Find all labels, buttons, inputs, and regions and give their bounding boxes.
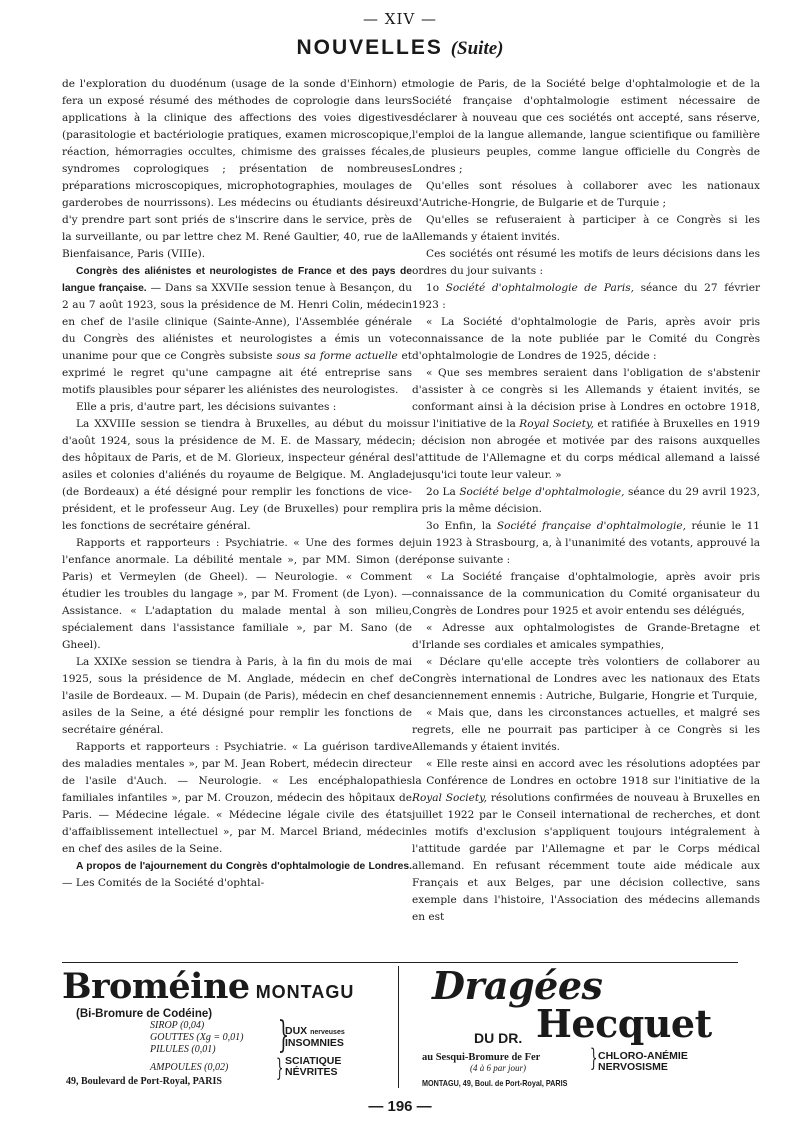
montagu-label: MONTAGU	[255, 982, 355, 1002]
brace-icon: }	[275, 1054, 284, 1082]
paragraph: « La Société d'ophtalmologie de Paris, après avoir pris connaissance de la note publiée par le Comité du Congrès d'ophtalmologie de Londres de 1925, décide :	[412, 316, 760, 362]
paragraph: « Déclare qu'elle accepte très volontiers de collaborer au Congrès international de Londres avec les nationaux des Etats anciennement ennemis : Autriche, Bulgarie, Hongrie et Turquie,	[412, 656, 760, 702]
paragraph: 1o Société d'ophtalmologie de Paris, séance du 27 février 1923 :	[412, 282, 760, 311]
section-heading: Congrès des aliénistes et neurologistes de France et des pays de langue française.	[62, 266, 412, 294]
bromeine-address: 49, Boulevard de Port-Royal, PARIS	[66, 1076, 222, 1087]
paragraph: « Elle reste ainsi en accord avec les résolutions adoptées par la Conférence de Londres en octobre 1918 sur l'initiative de la Royal Society, résolutions confirmées de nouveau à Bruxelles en juillet 1922 par le Conseil international de recherches, et dont les motifs d'exclusion s'appliquent toujours intégralement à l'attitude gardée par l'Allemagne et par le Corps médical allemand. En refusant récemment toute aide médicale aux Français et aux Belges, par une décision collective, sans exemple dans l'histoire, l'Association des médecins allemands en est	[412, 758, 760, 923]
dragees-brand: Dragées	[432, 963, 603, 1008]
paragraph: Elle a pris, d'autre part, les décisions suivantes :	[76, 401, 337, 413]
page-title	[0, 36, 800, 60]
advert-dragees-hecquet	[410, 963, 740, 1088]
paragraph: A propos de l'ajournement du Congrès d'ophtalmologie de Londres. — Les Comités de la Société d'ophtal-	[62, 861, 412, 889]
paragraph: Rapports et rapporteurs : Psychiatrie. « La guérison tardive des maladies mentales », par M. Jean Robert, médecin directeur de l'asile d'Auch. — Neurologie. « Les encéphalopathies familiales infantiles », par M. Crouzon, médecin des hôpitaux de Paris. — Médecine légale. « Médecine légale civile des états d'affaiblissement intellectuel », par M. Marcel Briand, médecin en chef des asiles de la Seine.	[62, 741, 412, 855]
paragraph: La XXVIIIe session se tiendra à Bruxelles, au début du mois d'août 1924, sous la présidence de M. E. de Massary, médecin des hôpitaux de Paris, et de M. Glorieux, inspecteur général des asiles et colonies d'aliénés du royaume de Belgique. M. Anglade (de Bordeaux) a été désigné pour remplir les fonctions de vice-président, et le professeur Aug. Ley (de Bruxelles) pour remplir les fonctions de secrétaire général.	[62, 418, 412, 532]
advert-bromeine	[62, 966, 392, 1087]
brace-icon: }	[589, 1044, 598, 1072]
title-main: NOUVELLES	[296, 36, 443, 59]
bromeine-indication-1: DUX nerveuses INSOMNIES	[285, 1025, 345, 1049]
section-heading: A propos de l'ajournement du Congrès d'ophtalmologie de Londres.	[76, 861, 412, 872]
paragraph: « Que ses membres seraient dans l'obligation de s'abstenir d'assister à ce congrès si les Allemands y étaient invités, se conformant ainsi à la décision prise à Londres en octobre 1918, sur l'initiative de la Royal Society, et ratifiée à Bruxelles en 1919 ; décision non abrogée et motivée par des raisons auxquelles l'attitude de l'Allemagne et du corps médical allemand a laissé jusqu'ici toute leur valeur. »	[412, 367, 760, 481]
roman-page-number: — XIV —	[363, 10, 437, 28]
paragraph: Congrès des aliénistes et neurologistes de France et des pays de langue française. — Dans sa XXVIIe session tenue à Besançon, du 2 au 7 août 1923, sous la présidence de M. Henri Colin, médecin en chef de l'asile clinique (Sainte-Anne), l'Assemblée générale du Congrès des aliénistes et neurologistes a émis un vote unanime pour que ce Congrès subsiste sous sa forme actuelle et exprimé le regret qu'une campagne ait été entreprise sans motifs plausibles pour séparer les aliénistes des neurologistes.	[62, 266, 413, 396]
hecquet-address: MONTAGU, 49, Boul. de Port-Royal, PARIS	[422, 1078, 568, 1088]
paragraph: « Adresse aux ophtalmologistes de Grande-Bretagne et d'Irlande ses cordiales et amicales sympathies,	[412, 622, 760, 651]
paragraph: 2o La Société belge d'ophtalmologie, séance du 29 avril 1923, a pris la même décision.	[412, 486, 760, 515]
paragraph: de l'exploration du duodénum (usage de la sonde d'Einhorn) et fera un exposé résumé des méthodes de coprologie dans leurs applications à la clinique des affections des voies digestives (parasitologie et bactériologie pratiques, examen microscopique, réaction, hémorragies occultes, chimisme des graisses fécales, syndromes coprologiques ; présentation de nombreuses préparations microscopiques, microphotographies, moulages de garderobes de nourrissons). Les médecins ou étudiants désireux d'y prendre part sont priés de s'inscrire dans le service, près de la surveillante, ou par lettre chez M. René Gaultier, 40, rue de la Bienfaisance, Paris (VIIIe).	[62, 78, 412, 260]
bromeine-forms: SIROP (0,04) GOUTTES (Xg = 0,01) PILULES (0,01) AMPOULES (0,02)	[150, 1020, 244, 1073]
paragraph: « Mais que, dans les circonstances actuelles, et malgré ses regrets, elle ne pourrait pas participer à ce Congrès si les Allemands y étaient invités.	[412, 707, 760, 753]
bromeine-indication-2: SCIATIQUE NÉVRITES	[285, 1055, 342, 1078]
paragraph: Qu'elles sont résolues à collaborer avec les nationaux d'Autriche-Hongrie, de Bulgarie et de Turquie ;	[412, 180, 760, 209]
paragraph: La XXIXe session se tiendra à Paris, à la fin du mois de mai 1925, sous la présidence de M. Anglade, médecin en chef de l'asile de Bordeaux. — M. Dupain (de Paris), médecin en chef des asiles de la Seine, a été désigné pour remplir les fonctions de secrétaire général.	[62, 656, 412, 736]
hecquet-composition: au Sesqui-Bromure de Fer (4 à 6 par jour)	[422, 1052, 541, 1073]
page-number: — 196 —	[368, 1098, 432, 1115]
du-dr-label: DU DR.	[474, 1030, 523, 1046]
advert-top-rule	[62, 962, 738, 963]
hecquet-dose: (4 à 6 par jour)	[470, 1063, 526, 1073]
right-column	[412, 76, 760, 926]
hecquet-name: Hecquet	[536, 1001, 712, 1046]
left-column	[62, 76, 412, 892]
paragraph: Rapports et rapporteurs : Psychiatrie. « Une des formes de l'enfance anormale. La débilité mentale », par MM. Simon (de Paris) et Vermeylen (de Gheel). — Neurologie. « Comment étudier les troubles du langage », par M. Froment (de Lyon). — Assistance. « L'adaptation du malade mental à son milieu, spécialement dans l'assistance familiale », par M. Sano (de Gheel).	[62, 537, 412, 651]
paragraph: mologie de Paris, de la Société belge d'ophtalmologie et de la Société française d'ophtalmologie estiment nécessaire de déclarer à nouveau que ces sociétés ont accepté, sans réserve, l'emploi de la langue allemande, langue scientifique ou familière de plusieurs peuples, comme langue officielle du Congrès de Londres ;	[412, 78, 760, 175]
paragraph: 3o Enfin, la Société française d'ophtalmologie, réunie le 11 juin 1923 à Strasbourg, a, à l'unanimité des votants, approuvé la réponse suivante :	[412, 520, 761, 566]
bromeine-subtitle: (Bi-Bromure de Codéine)	[76, 1008, 213, 1020]
title-suite: (Suite)	[450, 38, 504, 59]
brace-icon: }	[277, 1015, 290, 1056]
advert-divider	[398, 966, 399, 1088]
paragraph: « La Société française d'ophtalmologie, après avoir pris connaissance de la communication du Comité organisateur du Congrès de Londres pour 1925 et avoir entendu ses délégués,	[412, 571, 760, 617]
bromeine-brand: Broméine	[62, 966, 250, 1007]
paragraph: Ces sociétés ont résumé les motifs de leurs décisions dans les ordres du jour suivants :	[412, 248, 760, 277]
hecquet-indications: CHLORO-ANÉMIE NERVOSISME	[598, 1050, 688, 1073]
paragraph: Qu'elles se refuseraient à participer à ce Congrès si les Allemands y étaient invités.	[412, 214, 760, 243]
